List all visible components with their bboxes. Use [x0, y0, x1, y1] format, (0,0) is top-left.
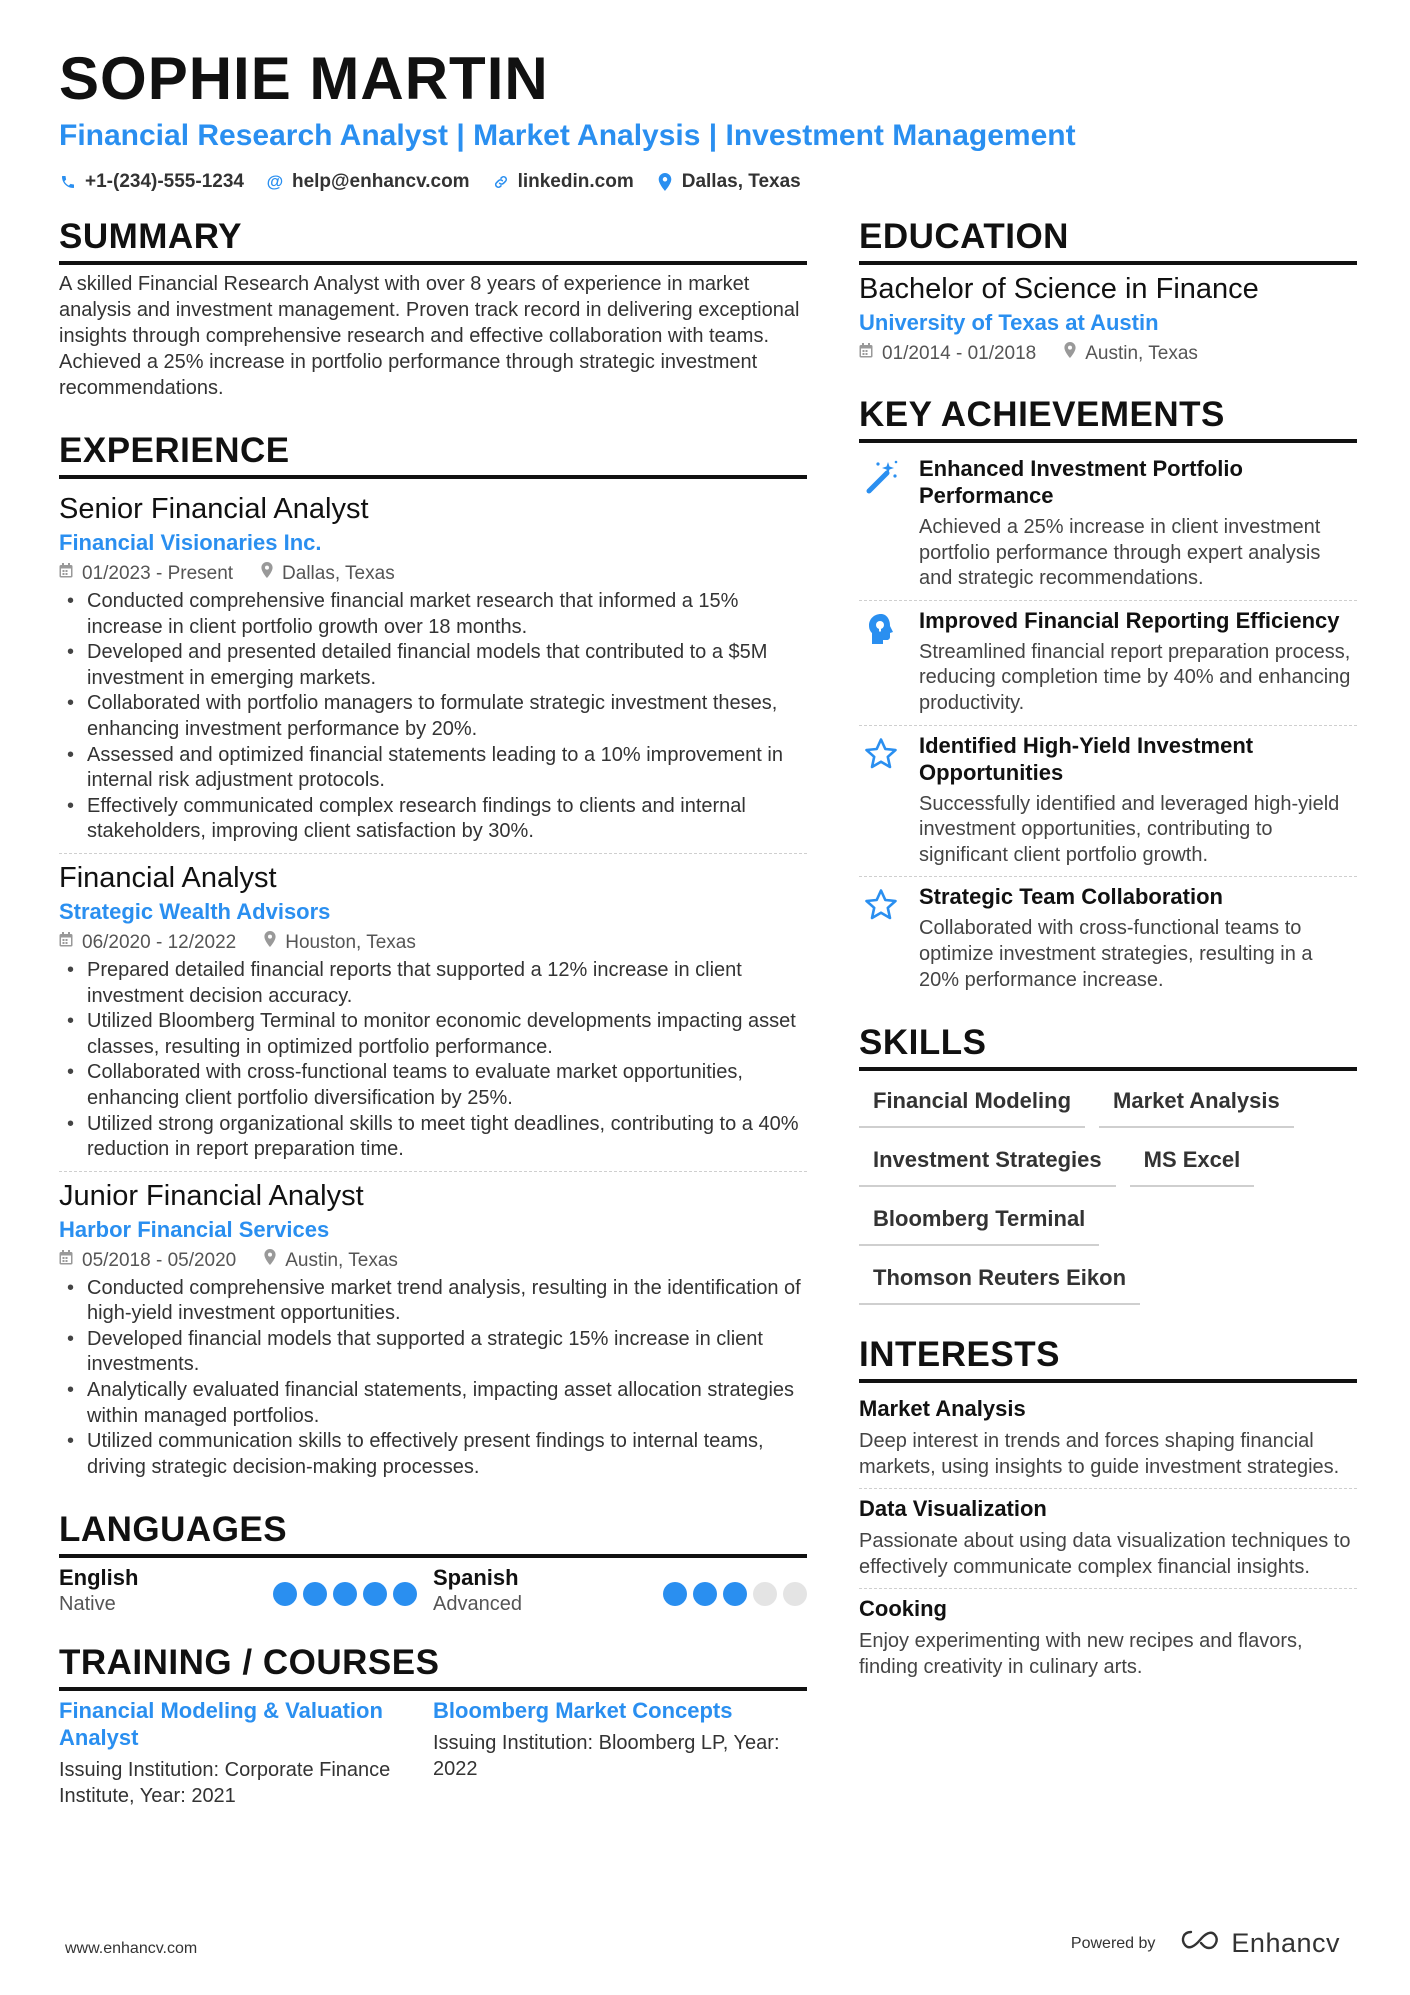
job-meta	[59, 928, 807, 958]
footer-website[interactable]: www.enhancv.com	[65, 1940, 198, 1957]
job-title: Junior Financial Analyst	[59, 1179, 364, 1212]
achievement-desc: Collaborated with cross-functional teams to optimize investment strategies, resulting in a 20% performance increase.	[919, 917, 1313, 991]
experience-section	[59, 429, 807, 1488]
courses-list	[59, 1697, 807, 1809]
headline: Financial Research Analyst | Market Analysis | Investment Management	[59, 119, 1076, 152]
language-item	[433, 1564, 807, 1617]
powered-by-text: Powered by	[1070, 1934, 1156, 1952]
education-location: Austin, Texas	[1085, 343, 1198, 364]
achievement-title: Identified High-Yield Investment Opportunities	[919, 732, 1254, 785]
job-bullets	[59, 958, 807, 1163]
rating-dot-empty	[783, 1582, 807, 1606]
education-section	[859, 215, 1357, 369]
language-level: Native	[59, 1593, 116, 1616]
rating-dot-filled	[693, 1582, 717, 1606]
achievement-title: Strategic Team Collaboration	[919, 884, 1223, 910]
achievement-item	[859, 877, 1357, 1001]
interest-item	[859, 1589, 1357, 1688]
bullet: • Collaborated with cross-functional teams to evaluate market opportunities, enhancing client portfolio diversification by 25%.	[59, 1060, 807, 1111]
job-title: Financial Analyst	[59, 861, 277, 894]
bullet: • Conducted comprehensive market trend analysis, resulting in the identification of high-yield investment opportunities.	[59, 1276, 807, 1327]
location-pin-icon	[1064, 339, 1076, 369]
email-text: help@enhancv.com	[291, 171, 470, 192]
experience-title: EXPERIENCE	[59, 429, 807, 479]
phone-icon	[59, 174, 77, 190]
language-name: Spanish	[433, 1565, 519, 1591]
contact-linkedin[interactable]	[492, 168, 634, 196]
bullet: • Prepared detailed financial reports that supported a 12% increase in client investment decision accuracy.	[59, 958, 807, 1009]
footer-brand	[1071, 1928, 1340, 1959]
interest-desc: Deep interest in trends and forces shaping financial markets, using insights to guide investment strategies.	[859, 1430, 1340, 1479]
job-dates: 05/2018 - 05/2020	[82, 1249, 237, 1271]
interests-section	[859, 1333, 1357, 1688]
bullet: • Utilized Bloomberg Terminal to monitor economic developments impacting asset classes, resulting in optimized portfolio performance.	[59, 1009, 807, 1060]
phone-text: +1-(234)-555-1234	[85, 171, 244, 192]
interest-title: Cooking	[859, 1596, 947, 1622]
interest-desc: Passionate about using data visualization techniques to effectively communicate complex financial insights.	[859, 1530, 1351, 1579]
rating-dot-filled	[273, 1582, 297, 1606]
bullet: • Utilized strong organizational skills to meet tight deadlines, contributing to a 40% reduction in report preparation time.	[59, 1112, 807, 1163]
skill-tag: MS Excel	[1130, 1136, 1255, 1187]
languages-section	[59, 1508, 807, 1617]
right-column	[859, 215, 1357, 1688]
course-item	[433, 1697, 807, 1809]
bullet: • Developed financial models that supported a strategic 15% increase in client investments.	[59, 1327, 807, 1378]
job-title: Senior Financial Analyst	[59, 493, 369, 525]
rating-dot-empty	[753, 1582, 777, 1606]
course-desc: Issuing Institution: Corporate Finance Institute, Year: 2021	[59, 1759, 391, 1808]
language-name: English	[59, 1565, 139, 1591]
job-bullets	[59, 589, 807, 845]
contact-email[interactable]	[266, 168, 470, 196]
calendar-icon	[59, 1246, 73, 1276]
location-pin-icon	[261, 559, 273, 589]
job-meta	[59, 1246, 807, 1276]
achievement-title: Enhanced Investment Portfolio Performance	[919, 456, 1243, 508]
training-section	[59, 1641, 807, 1809]
company-name: Strategic Wealth Advisors	[59, 898, 331, 924]
bullet: • Utilized communication skills to effectively present findings to internal teams, driving strategic decision-making processes.	[59, 1429, 807, 1480]
interest-title: Market Analysis	[859, 1396, 1026, 1422]
interest-item	[859, 1489, 1357, 1589]
summary-text: A skilled Financial Research Analyst with over 8 years of experience in market analysis and investment management. Proven track record in delivering exceptional insights through comprehensive research and effective collaboration with teams. Achieved a 25% increase in portfolio performance through strategic investment recommendations.	[59, 273, 800, 399]
achievement-desc: Successfully identified and leveraged high-yield investment opportunities, contributing to significant client portfolio growth.	[919, 792, 1340, 866]
star-icon	[863, 736, 899, 869]
achievement-item	[859, 726, 1357, 878]
calendar-icon	[59, 928, 73, 958]
bullet: • Analytically evaluated financial statements, impacting asset allocation strategies within managed portfolios.	[59, 1378, 807, 1429]
training-title: TRAINING / COURSES	[59, 1641, 807, 1691]
company-name: Financial Visionaries Inc.	[59, 530, 322, 555]
course-desc: Issuing Institution: Bloomberg LP, Year: 2022	[433, 1732, 780, 1781]
language-rating	[663, 1582, 807, 1606]
location-pin-icon	[656, 173, 674, 191]
job-entry	[59, 1172, 807, 1489]
school-name: University of Texas at Austin	[859, 310, 1159, 335]
at-icon: @	[266, 172, 284, 191]
summary-section	[59, 215, 807, 401]
contact-bar	[59, 168, 801, 196]
calendar-icon	[859, 339, 873, 369]
location-pin-icon	[264, 1246, 276, 1276]
bullet: • Effectively communicated complex research findings to clients and internal stakeholders, improving client satisfaction by 30%.	[59, 794, 807, 845]
achievement-item	[859, 601, 1357, 726]
job-meta	[59, 559, 807, 589]
magic-wand-icon	[863, 459, 899, 592]
languages-list	[59, 1564, 807, 1617]
interests-title: INTERESTS	[859, 1333, 1357, 1383]
link-icon	[492, 174, 510, 190]
rating-dot-filled	[363, 1582, 387, 1606]
achievements-title: KEY ACHIEVEMENTS	[859, 393, 1357, 443]
rating-dot-filled	[303, 1582, 327, 1606]
job-location: Austin, Texas	[285, 1249, 398, 1271]
location-pin-icon	[264, 928, 276, 958]
contact-location	[656, 168, 801, 196]
education-meta	[859, 339, 1357, 369]
education-dates: 01/2014 - 01/2018	[882, 343, 1037, 364]
enhancv-logo-icon	[1179, 1928, 1221, 1959]
skills-title: SKILLS	[859, 1021, 1357, 1071]
course-item	[59, 1697, 433, 1809]
job-bullets	[59, 1276, 807, 1481]
calendar-icon	[59, 559, 73, 589]
company-name: Harbor Financial Services	[59, 1216, 330, 1242]
skill-tag: Market Analysis	[1099, 1077, 1294, 1128]
language-rating	[273, 1582, 417, 1606]
star-icon	[863, 887, 899, 993]
skill-tag: Thomson Reuters Eikon	[859, 1254, 1140, 1305]
achievement-title: Improved Financial Reporting Efficiency	[919, 607, 1340, 633]
achievement-desc: Streamlined financial report preparation process, reducing completion time by 40% and enhancing productivity.	[919, 640, 1351, 714]
brand-name: Enhancv	[1231, 1928, 1340, 1958]
bullet: • Collaborated with portfolio managers to formulate strategic investment theses, enhancing investment performance by 20%.	[59, 691, 807, 742]
contact-phone[interactable]	[59, 168, 244, 196]
bullet: • Conducted comprehensive financial market research that informed a 15% increase in client portfolio growth over 18 months.	[59, 589, 807, 640]
rating-dot-filled	[393, 1582, 417, 1606]
skill-tag: Bloomberg Terminal	[859, 1195, 1099, 1246]
job-dates: 01/2023 - Present	[82, 563, 234, 584]
language-level: Advanced	[433, 1593, 522, 1616]
location-text: Dallas, Texas	[681, 171, 801, 192]
bullet: • Assessed and optimized financial statements leading to a 10% improvement in internal risk adjustment protocols.	[59, 743, 807, 794]
job-entry	[59, 854, 807, 1172]
job-dates: 06/2020 - 12/2022	[82, 931, 237, 953]
brand-logo[interactable]	[1179, 1928, 1340, 1959]
linkedin-text: linkedin.com	[517, 171, 634, 192]
candidate-name: SOPHIE MARTIN	[59, 45, 549, 112]
left-column	[59, 215, 807, 1809]
interest-title: Data Visualization	[859, 1496, 1047, 1522]
skills-list	[859, 1077, 1357, 1313]
rating-dot-filled	[723, 1582, 747, 1606]
languages-title: LANGUAGES	[59, 1508, 807, 1558]
interest-desc: Enjoy experimenting with new recipes and flavors, finding creativity in culinary arts.	[859, 1630, 1303, 1679]
head-idea-icon	[863, 611, 899, 717]
degree: Bachelor of Science in Finance	[859, 273, 1259, 305]
skill-tag: Investment Strategies	[859, 1136, 1116, 1187]
achievement-item	[859, 449, 1357, 601]
job-location: Dallas, Texas	[282, 563, 395, 584]
summary-title: SUMMARY	[59, 215, 807, 265]
skills-section	[859, 1021, 1357, 1313]
course-title: Bloomberg Market Concepts	[433, 1698, 733, 1724]
rating-dot-filled	[663, 1582, 687, 1606]
achievement-desc: Achieved a 25% increase in client investment portfolio performance through expert analysis and strategic recommendations.	[919, 516, 1321, 590]
interest-item	[859, 1389, 1357, 1489]
job-entry	[59, 485, 807, 854]
course-title: Financial Modeling & Valuation Analyst	[59, 1698, 383, 1751]
education-title: EDUCATION	[859, 215, 1357, 265]
language-item	[59, 1564, 433, 1617]
skill-tag: Financial Modeling	[859, 1077, 1085, 1128]
job-location: Houston, Texas	[285, 931, 416, 953]
rating-dot-filled	[333, 1582, 357, 1606]
bullet: • Developed and presented detailed financial models that contributed to a $5M investment in emerging markets.	[59, 640, 807, 691]
achievements-section	[859, 393, 1357, 1001]
